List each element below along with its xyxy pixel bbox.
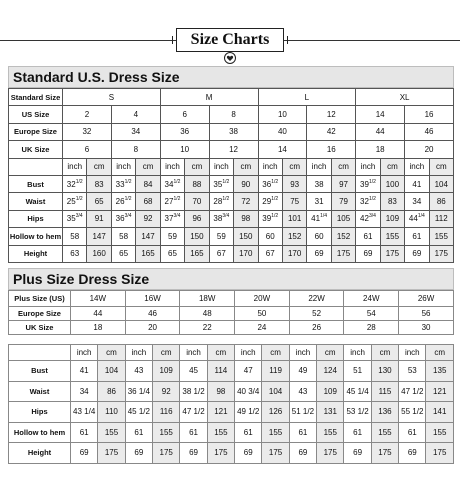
size-cell: 8 bbox=[111, 141, 160, 158]
measure-cell: 110 bbox=[98, 402, 125, 423]
measure-cell: $26^{1/2}$ bbox=[111, 193, 135, 210]
size-cell: 30 bbox=[399, 321, 454, 335]
unit-header: inch bbox=[289, 345, 316, 361]
size-group-header: XL bbox=[356, 89, 454, 106]
row-label: UK Size bbox=[9, 321, 71, 335]
unit-header: cm bbox=[262, 345, 289, 361]
measure-cell: 61 bbox=[235, 422, 262, 443]
measure-cell: 45 1/4 bbox=[344, 381, 371, 402]
unit-header: cm bbox=[98, 345, 125, 361]
measure-cell: 92 bbox=[153, 381, 180, 402]
measure-cell: 175 bbox=[153, 443, 180, 464]
measure-cell: 34 bbox=[405, 193, 429, 210]
measure-cell: 152 bbox=[282, 228, 306, 245]
measure-cell: $28^{1/2}$ bbox=[209, 193, 233, 210]
measure-cell: 109 bbox=[380, 210, 404, 227]
measure-cell: 41 bbox=[71, 361, 98, 382]
measure-cell: 175 bbox=[317, 443, 344, 464]
measure-cell: 98 bbox=[234, 210, 258, 227]
unit-header: inch bbox=[63, 158, 87, 175]
measure-cell: 121 bbox=[426, 381, 454, 402]
unit-header: cm bbox=[380, 158, 404, 175]
table-row bbox=[9, 402, 454, 423]
measure-cell: 69 bbox=[180, 443, 207, 464]
size-cell: 36 bbox=[160, 123, 209, 140]
unit-header: inch bbox=[125, 345, 152, 361]
unit-header: inch bbox=[399, 345, 426, 361]
row-label: UK Size bbox=[9, 141, 63, 158]
unit-header: inch bbox=[258, 158, 282, 175]
measure-cell: 109 bbox=[317, 381, 344, 402]
measure-cell: 31 bbox=[307, 193, 331, 210]
measure-cell: 175 bbox=[371, 443, 398, 464]
measure-cell: 83 bbox=[87, 175, 111, 192]
unit-header: cm bbox=[136, 158, 160, 175]
size-cell: 6 bbox=[160, 106, 209, 123]
measure-cell: 69 bbox=[356, 245, 380, 262]
measure-cell: 150 bbox=[234, 228, 258, 245]
unit-header: cm bbox=[207, 345, 234, 361]
measure-cell: 104 bbox=[98, 361, 125, 382]
size-cell: 10 bbox=[258, 106, 307, 123]
unit-header: inch bbox=[405, 158, 429, 175]
measure-cell: 69 bbox=[344, 443, 371, 464]
measure-cell: 165 bbox=[136, 245, 160, 262]
row-label: Plus Size (US) bbox=[9, 291, 71, 307]
size-cell: 26 bbox=[289, 321, 344, 335]
standard-size-table bbox=[8, 88, 454, 263]
measure-cell: 84 bbox=[136, 175, 160, 192]
unit-header: inch bbox=[209, 158, 233, 175]
measure-cell: 75 bbox=[282, 193, 306, 210]
unit-header: cm bbox=[153, 345, 180, 361]
measure-cell: 130 bbox=[371, 361, 398, 382]
measure-cell: 61 bbox=[344, 422, 371, 443]
measure-cell: 114 bbox=[207, 361, 234, 382]
measure-cell: 104 bbox=[429, 175, 453, 192]
size-cell: 32 bbox=[63, 123, 112, 140]
size-cell: 16W bbox=[125, 291, 180, 307]
measure-cell: $39^{1/2}$ bbox=[356, 175, 380, 192]
table-row bbox=[9, 210, 454, 227]
measure-cell: $35^{3/4}$ bbox=[63, 210, 87, 227]
table-row bbox=[9, 307, 454, 321]
measure-cell: 36 1/4 bbox=[125, 381, 152, 402]
plus-size-title: Plus Size Dress Size bbox=[8, 268, 454, 290]
table-row bbox=[9, 443, 454, 464]
row-label: US Size bbox=[9, 106, 63, 123]
measure-cell: 43 bbox=[289, 381, 316, 402]
row-label: Waist bbox=[9, 381, 71, 402]
row-label: Waist bbox=[9, 193, 63, 210]
size-cell: 4 bbox=[111, 106, 160, 123]
size-cell: 50 bbox=[235, 307, 290, 321]
measure-cell: 175 bbox=[262, 443, 289, 464]
row-label: Hollow to hem bbox=[9, 422, 71, 443]
measure-cell: 170 bbox=[282, 245, 306, 262]
measure-cell: 60 bbox=[258, 228, 282, 245]
measure-cell: 150 bbox=[185, 228, 209, 245]
measure-cell: 141 bbox=[426, 402, 454, 423]
measure-cell: 69 bbox=[405, 245, 429, 262]
measure-cell: 126 bbox=[262, 402, 289, 423]
measure-cell: 43 bbox=[125, 361, 152, 382]
row-label bbox=[9, 345, 71, 361]
size-cell: 52 bbox=[289, 307, 344, 321]
measure-cell: 155 bbox=[262, 422, 289, 443]
size-group-header: M bbox=[160, 89, 258, 106]
measure-cell: 175 bbox=[207, 443, 234, 464]
measure-cell: 152 bbox=[331, 228, 355, 245]
unit-header: cm bbox=[282, 158, 306, 175]
unit-header: cm bbox=[331, 158, 355, 175]
unit-header: inch bbox=[307, 158, 331, 175]
measure-cell: 104 bbox=[262, 381, 289, 402]
size-cell: 28 bbox=[344, 321, 399, 335]
measure-cell: 47 1/2 bbox=[180, 402, 207, 423]
table-row bbox=[9, 175, 454, 192]
table-row bbox=[9, 381, 454, 402]
measure-cell: 65 bbox=[160, 245, 184, 262]
measure-cell: 116 bbox=[153, 402, 180, 423]
measure-cell: $41^{1/4}$ bbox=[307, 210, 331, 227]
measure-cell: 135 bbox=[426, 361, 454, 382]
row-label: Height bbox=[9, 245, 63, 262]
measure-cell: 53 bbox=[399, 361, 426, 382]
table-row bbox=[9, 345, 454, 361]
size-cell: 20W bbox=[235, 291, 290, 307]
table-row bbox=[9, 106, 454, 123]
unit-header: inch bbox=[356, 158, 380, 175]
size-cell: 14 bbox=[258, 141, 307, 158]
measure-cell: $44^{1/4}$ bbox=[405, 210, 429, 227]
size-group-header: L bbox=[258, 89, 356, 106]
measure-cell: 109 bbox=[153, 361, 180, 382]
size-cell: 18 bbox=[356, 141, 405, 158]
measure-cell: 40 3/4 bbox=[235, 381, 262, 402]
size-cell: 16 bbox=[405, 106, 454, 123]
measure-cell: 59 bbox=[160, 228, 184, 245]
size-cell: 20 bbox=[125, 321, 180, 335]
measure-cell: 43 1/4 bbox=[71, 402, 98, 423]
measure-cell: 47 bbox=[235, 361, 262, 382]
measure-cell: 49 bbox=[289, 361, 316, 382]
spacer bbox=[9, 335, 454, 345]
plus-size-table bbox=[8, 290, 454, 464]
row-label: Standard Size bbox=[9, 89, 63, 106]
row-label: Europe Size bbox=[9, 123, 63, 140]
row-label bbox=[9, 158, 63, 175]
measure-cell: 58 bbox=[111, 228, 135, 245]
size-cell: 54 bbox=[344, 307, 399, 321]
measure-cell: $36^{1/2}$ bbox=[258, 175, 282, 192]
size-cell: 46 bbox=[125, 307, 180, 321]
size-cell: 22 bbox=[180, 321, 235, 335]
measure-cell: 155 bbox=[317, 422, 344, 443]
measure-cell: 165 bbox=[185, 245, 209, 262]
table-row bbox=[9, 141, 454, 158]
measure-cell: 38 1/2 bbox=[180, 381, 207, 402]
page-title: Size Charts bbox=[190, 31, 270, 48]
measure-cell: $25^{1/2}$ bbox=[63, 193, 87, 210]
size-cell: 34 bbox=[111, 123, 160, 140]
measure-cell: 45 bbox=[180, 361, 207, 382]
measure-cell: 61 bbox=[405, 228, 429, 245]
row-label: Hips bbox=[9, 402, 71, 423]
measure-cell: 91 bbox=[87, 210, 111, 227]
unit-header: cm bbox=[371, 345, 398, 361]
size-cell: 18 bbox=[71, 321, 126, 335]
measure-cell: $27^{1/2}$ bbox=[160, 193, 184, 210]
measure-cell: 131 bbox=[317, 402, 344, 423]
measure-cell: 97 bbox=[331, 175, 355, 192]
measure-cell: 53 1/2 bbox=[344, 402, 371, 423]
measure-cell: 124 bbox=[317, 361, 344, 382]
size-cell: 12 bbox=[209, 141, 258, 158]
measure-cell: 92 bbox=[136, 210, 160, 227]
unit-header: cm bbox=[429, 158, 453, 175]
size-cell: 42 bbox=[307, 123, 356, 140]
size-cell: 2 bbox=[63, 106, 112, 123]
unit-header: cm bbox=[234, 158, 258, 175]
measure-cell: 69 bbox=[71, 443, 98, 464]
table-row bbox=[9, 361, 454, 382]
measure-cell: $42^{3/4}$ bbox=[356, 210, 380, 227]
measure-cell: 60 bbox=[307, 228, 331, 245]
table-row bbox=[9, 123, 454, 140]
measure-cell: 175 bbox=[331, 245, 355, 262]
measure-cell: 98 bbox=[207, 381, 234, 402]
measure-cell: 70 bbox=[185, 193, 209, 210]
table-row bbox=[9, 335, 454, 345]
measure-cell: 100 bbox=[380, 175, 404, 192]
measure-cell: $36^{3/4}$ bbox=[111, 210, 135, 227]
size-cell: 24 bbox=[235, 321, 290, 335]
measure-cell: 38 bbox=[307, 175, 331, 192]
row-label: Hips bbox=[9, 210, 63, 227]
measure-cell: 119 bbox=[262, 361, 289, 382]
measure-cell: 90 bbox=[234, 175, 258, 192]
measure-cell: 115 bbox=[371, 381, 398, 402]
size-cell: 14W bbox=[71, 291, 126, 307]
size-cell: 10 bbox=[160, 141, 209, 158]
heart-ornament-icon bbox=[224, 52, 236, 64]
measure-cell: 155 bbox=[426, 422, 454, 443]
unit-header: inch bbox=[111, 158, 135, 175]
measure-cell: 86 bbox=[98, 381, 125, 402]
measure-cell: 61 bbox=[125, 422, 152, 443]
table-row bbox=[9, 158, 454, 175]
measure-cell: 147 bbox=[87, 228, 111, 245]
measure-cell: $38^{3/4}$ bbox=[209, 210, 233, 227]
measure-cell: 93 bbox=[282, 175, 306, 192]
measure-cell: 155 bbox=[371, 422, 398, 443]
unit-header: cm bbox=[426, 345, 454, 361]
size-cell: 26W bbox=[399, 291, 454, 307]
measure-cell: 63 bbox=[63, 245, 87, 262]
measure-cell: 170 bbox=[234, 245, 258, 262]
measure-cell: 34 bbox=[71, 381, 98, 402]
measure-cell: $29^{1/2}$ bbox=[258, 193, 282, 210]
measure-cell: 155 bbox=[429, 228, 453, 245]
row-label: Bust bbox=[9, 175, 63, 192]
measure-cell: 175 bbox=[380, 245, 404, 262]
measure-cell: 175 bbox=[426, 443, 454, 464]
header-rule-right bbox=[284, 40, 460, 41]
measure-cell: 67 bbox=[209, 245, 233, 262]
measure-cell: 136 bbox=[371, 402, 398, 423]
size-cell: 44 bbox=[71, 307, 126, 321]
measure-cell: 155 bbox=[153, 422, 180, 443]
measure-cell: 112 bbox=[429, 210, 453, 227]
measure-cell: 155 bbox=[98, 422, 125, 443]
size-cell: 20 bbox=[405, 141, 454, 158]
unit-header: inch bbox=[235, 345, 262, 361]
row-label: Europe Size bbox=[9, 307, 71, 321]
size-cell: 8 bbox=[209, 106, 258, 123]
measure-cell: $32^{1/2}$ bbox=[356, 193, 380, 210]
size-cell: 18W bbox=[180, 291, 235, 307]
row-label: Hollow to hem bbox=[9, 228, 63, 245]
table-row bbox=[9, 321, 454, 335]
measure-cell: 65 bbox=[111, 245, 135, 262]
measure-cell: 45 1/2 bbox=[125, 402, 152, 423]
measure-cell: 160 bbox=[87, 245, 111, 262]
measure-cell: 61 bbox=[356, 228, 380, 245]
measure-cell: $33^{1/2}$ bbox=[111, 175, 135, 192]
measure-cell: 49 1/2 bbox=[235, 402, 262, 423]
row-label: Height bbox=[9, 443, 71, 464]
size-group-header: S bbox=[63, 89, 161, 106]
measure-cell: 69 bbox=[399, 443, 426, 464]
measure-cell: 105 bbox=[331, 210, 355, 227]
measure-cell: 79 bbox=[331, 193, 355, 210]
measure-cell: 72 bbox=[234, 193, 258, 210]
table-row bbox=[9, 193, 454, 210]
unit-header: cm bbox=[185, 158, 209, 175]
measure-cell: $37^{3/4}$ bbox=[160, 210, 184, 227]
measure-cell: 121 bbox=[207, 402, 234, 423]
unit-header: cm bbox=[317, 345, 344, 361]
size-cell: 44 bbox=[356, 123, 405, 140]
measure-cell: $32^{1/2}$ bbox=[63, 175, 87, 192]
table-row bbox=[9, 422, 454, 443]
measure-cell: 59 bbox=[209, 228, 233, 245]
measure-cell: 69 bbox=[125, 443, 152, 464]
measure-cell: 58 bbox=[63, 228, 87, 245]
measure-cell: 69 bbox=[235, 443, 262, 464]
title-tick-right bbox=[287, 36, 288, 44]
measure-cell: 67 bbox=[258, 245, 282, 262]
measure-cell: 101 bbox=[282, 210, 306, 227]
measure-cell: $35^{1/2}$ bbox=[209, 175, 233, 192]
measure-cell: 69 bbox=[307, 245, 331, 262]
title-tick-left bbox=[172, 36, 173, 44]
size-cell: 24W bbox=[344, 291, 399, 307]
measure-cell: 147 bbox=[136, 228, 160, 245]
measure-cell: 51 bbox=[344, 361, 371, 382]
size-cell: 6 bbox=[63, 141, 112, 158]
measure-cell: 83 bbox=[380, 193, 404, 210]
measure-cell: 86 bbox=[429, 193, 453, 210]
measure-cell: 55 1/2 bbox=[399, 402, 426, 423]
size-cell: 40 bbox=[258, 123, 307, 140]
measure-cell: 61 bbox=[71, 422, 98, 443]
unit-header: inch bbox=[71, 345, 98, 361]
measure-cell: $34^{1/2}$ bbox=[160, 175, 184, 192]
measure-cell: 175 bbox=[98, 443, 125, 464]
header-rule-left bbox=[0, 40, 176, 41]
table-row bbox=[9, 228, 454, 245]
measure-cell: 175 bbox=[429, 245, 453, 262]
size-cell: 38 bbox=[209, 123, 258, 140]
measure-cell: 155 bbox=[207, 422, 234, 443]
size-cell: 46 bbox=[405, 123, 454, 140]
size-cell: 12 bbox=[307, 106, 356, 123]
measure-cell: 61 bbox=[399, 422, 426, 443]
row-label: Bust bbox=[9, 361, 71, 382]
size-cell: 14 bbox=[356, 106, 405, 123]
table-row bbox=[9, 89, 454, 106]
unit-header: inch bbox=[180, 345, 207, 361]
measure-cell: 155 bbox=[380, 228, 404, 245]
measure-cell: 65 bbox=[87, 193, 111, 210]
size-cell: 16 bbox=[307, 141, 356, 158]
unit-header: inch bbox=[160, 158, 184, 175]
unit-header: cm bbox=[87, 158, 111, 175]
measure-cell: 51 1/2 bbox=[289, 402, 316, 423]
standard-size-title: Standard U.S. Dress Size bbox=[8, 66, 454, 88]
size-cell: 48 bbox=[180, 307, 235, 321]
measure-cell: 68 bbox=[136, 193, 160, 210]
page-header bbox=[0, 0, 460, 68]
measure-cell: $39^{1/2}$ bbox=[258, 210, 282, 227]
measure-cell: 41 bbox=[405, 175, 429, 192]
table-row bbox=[9, 291, 454, 307]
measure-cell: 61 bbox=[180, 422, 207, 443]
size-cell: 56 bbox=[399, 307, 454, 321]
measure-cell: 69 bbox=[289, 443, 316, 464]
table-row bbox=[9, 245, 454, 262]
measure-cell: 96 bbox=[185, 210, 209, 227]
measure-cell: 88 bbox=[185, 175, 209, 192]
unit-header: inch bbox=[344, 345, 371, 361]
size-cell: 22W bbox=[289, 291, 344, 307]
measure-cell: 47 1/2 bbox=[399, 381, 426, 402]
measure-cell: 61 bbox=[289, 422, 316, 443]
page-title-box bbox=[176, 28, 284, 52]
